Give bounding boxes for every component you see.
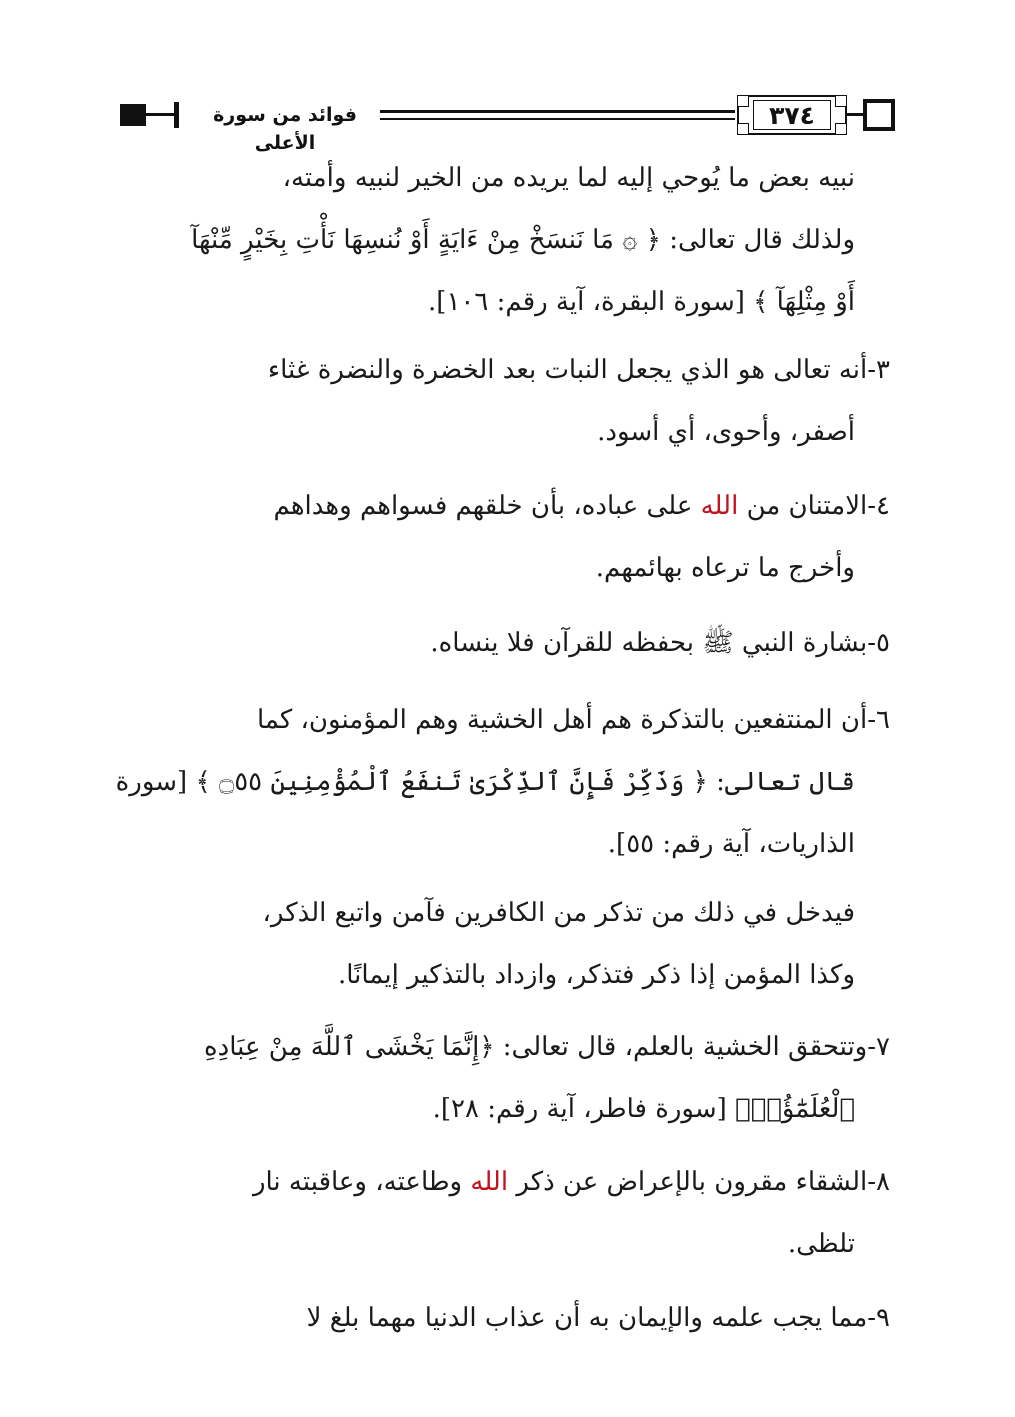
paragraph-continuation xyxy=(120,147,855,333)
text-line: الذاريات، آية رقم: ٥٥]. xyxy=(607,829,855,859)
text-line: ولذلك قال تعالى: ﴿ ۞ مَا نَنسَخْ مِنْ ءَايَةٍ أَوْ نُنسِهَا نَأْتِ بِخَيْرٍ مِّنْهَآ xyxy=(191,225,855,255)
header-right-square xyxy=(863,99,895,131)
header-rule xyxy=(146,113,174,116)
text-run: وطاعته، وعاقبته نار xyxy=(252,1167,471,1197)
text-line: وأخرج ما ترعاه بهائمهم. xyxy=(595,553,855,583)
text-line: نبيه بعض ما يُوحي إليه لما يريده من الخير لنبيه وأمته، xyxy=(282,163,855,193)
header-rule xyxy=(847,113,863,116)
header-rule xyxy=(378,110,735,113)
text-line: قال تعالى: ﴿ وَذَكِّرْ فَإِنَّ ٱلذِّكْرَىٰ تَنفَعُ ٱلْمُؤْمِنِينَ ۝٥٥ ﴾ [سورة xyxy=(115,767,855,797)
point-3 xyxy=(120,339,890,463)
text-line: ٩-مما يجب علمه والإيمان به أن عذاب الدنيا مهما بلغ لا xyxy=(306,1303,890,1333)
text-line: ٱلْعُلَمَٰٓؤُا۟﴾ [سورة فاطر، آية رقم: ٢٨]. xyxy=(432,1094,855,1124)
header-rule xyxy=(378,118,735,120)
point-7 xyxy=(120,1016,890,1140)
text-line xyxy=(120,1151,890,1213)
point-8 xyxy=(120,1151,890,1275)
text-line xyxy=(120,475,890,537)
divine-name: الله xyxy=(700,491,739,521)
text-line: ٣-أنه تعالى هو الذي يجعل النبات بعد الخضرة والنضرة غثاء xyxy=(267,355,890,385)
text-run: ٨-الشقاء مقرون بالإعراض عن ذكر xyxy=(508,1167,890,1197)
point-9 xyxy=(120,1287,890,1349)
text-line: وكذا المؤمن إذا ذكر فتذكر، وازداد بالتذكير إيمانًا. xyxy=(337,960,855,990)
page-header xyxy=(120,95,895,154)
point-4 xyxy=(120,475,890,599)
page-number: ٣٧٤ xyxy=(769,101,815,130)
text-line: أَوْ مِثْلِهَآ ﴾ [سورة البقرة، آية رقم: ١٠٦]. xyxy=(428,287,855,317)
page-number-frame xyxy=(737,95,847,135)
point-6 xyxy=(115,689,890,875)
paragraph-explanation xyxy=(120,882,855,1006)
text-line: ٧-وتتحقق الخشية بالعلم، قال تعالى: ﴿إِنَّمَا يَخْشَى ٱللَّهَ مِنْ عِبَادِهِ xyxy=(204,1032,890,1062)
text-line: ٥-بشارة النبي ﷺ بحفظه للقرآن فلا ينساه. xyxy=(430,628,890,658)
header-left-block xyxy=(120,104,146,126)
text-run: على عباده، بأن خلقهم فسواهم وهداهم xyxy=(273,491,701,521)
text-line: أصفر، وأحوى، أي أسود. xyxy=(597,417,855,447)
running-title: فوائد من سورة الأعلى xyxy=(190,101,380,157)
text-line: ٦-أن المنتفعين بالتذكرة هم أهل الخشية وهم المؤمنون، كما xyxy=(256,705,890,735)
header-bar xyxy=(174,102,179,128)
point-5 xyxy=(120,612,890,674)
text-line: تلظى. xyxy=(787,1229,855,1259)
text-line: فيدخل في ذلك من تذكر من الكافرين فآمن واتبع الذكر، xyxy=(262,898,855,928)
divine-name: الله xyxy=(470,1167,509,1197)
text-run: ٤-الامتنان من xyxy=(738,491,890,521)
